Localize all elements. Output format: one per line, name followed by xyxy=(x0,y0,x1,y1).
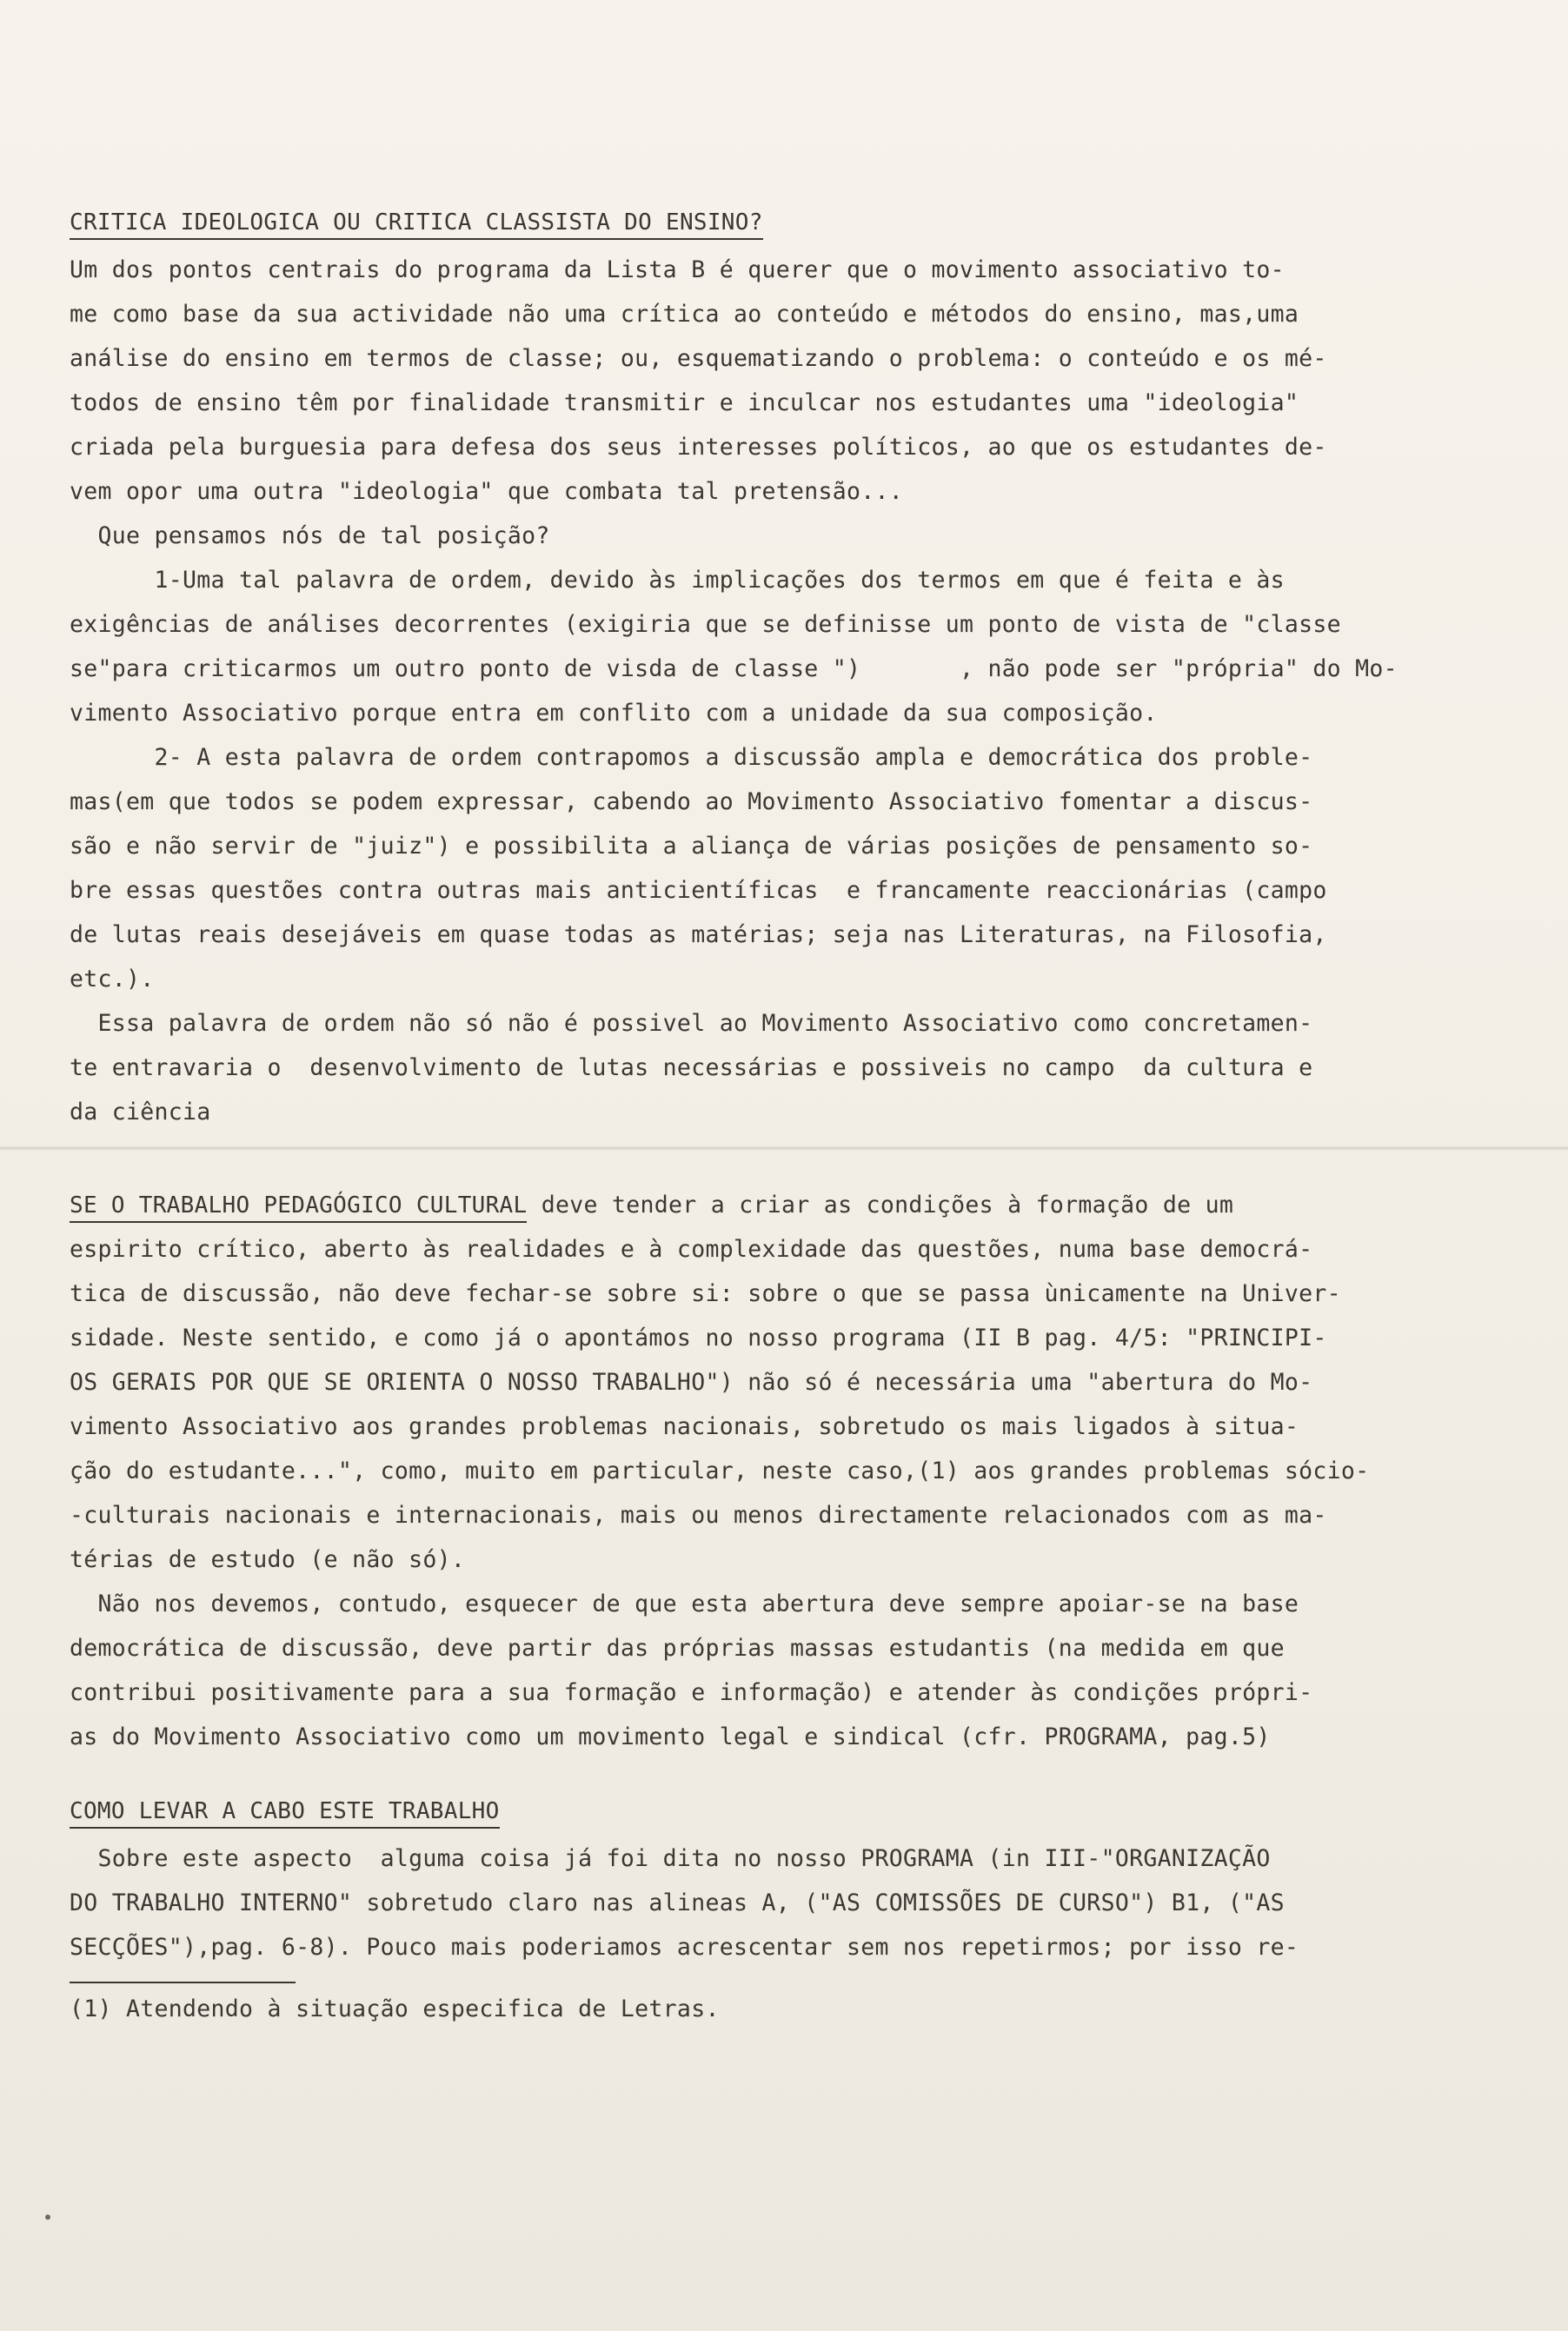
text-line: análise do ensino em termos de classe; ou, esquematizando o problema: o conteúdo e os mé- xyxy=(70,345,1327,372)
text-line: bre essas questões contra outras mais anticientíficas e francamente reaccionárias (campo xyxy=(70,877,1327,904)
text-line: mas(em que todos se podem expressar, cabendo ao Movimento Associativo fomentar a discus- xyxy=(70,788,1313,815)
text-line: térias de estudo (e não só). xyxy=(70,1546,466,1573)
text-line: criada pela burguesia para defesa dos seus interesses políticos, ao que os estudantes de- xyxy=(70,434,1327,461)
text-line: Essa palavra de ordem não só não é possivel ao Movimento Associativo como concretamen- xyxy=(70,1010,1313,1037)
spacer xyxy=(70,1759,1460,1789)
footnote-divider xyxy=(70,1982,296,1983)
text-line: sidade. Neste sentido, e como já o apontámos no nosso programa (II B pag. 4/5: "PRINCIPI- xyxy=(70,1325,1327,1351)
text-line: vimento Associativo porque entra em conflito com a unidade da sua composição. xyxy=(70,700,1158,727)
text-line: Que pensamos nós de tal posição? xyxy=(70,522,550,549)
section-pedagogical-work xyxy=(70,1183,1460,1759)
text-line: da ciência xyxy=(70,1099,211,1126)
text-line: etc.). xyxy=(70,966,155,993)
text-line: exigências de análises decorrentes (exigiria que se definisse um ponto de vista de "classe xyxy=(70,611,1341,638)
section-heading: CRITICA IDEOLOGICA OU CRITICA CLASSISTA DO ENSINO? xyxy=(70,207,763,240)
text-line: -culturais nacionais e internacionais, mais ou menos directamente relacionados com as ma- xyxy=(70,1502,1327,1529)
text-line: as do Movimento Associativo como um movimento legal e sindical (cfr. PROGRAMA, pag.5) xyxy=(70,1723,1271,1750)
heading-continuation: deve tender a criar as condições à formação de um xyxy=(527,1192,1234,1219)
text-line: de lutas reais desejáveis em quase todas as matérias; seja nas Literaturas, na Filosofia, xyxy=(70,921,1327,948)
text-line: se"para criticarmos um outro ponto de visda de classe ") , não pode ser "própria" do Mo- xyxy=(70,655,1398,682)
text-line: OS GERAIS POR QUE SE ORIENTA O NOSSO TRABALHO") não só é necessária uma "abertura do Mo- xyxy=(70,1369,1313,1396)
text-line: me como base da sua actividade não uma crítica ao conteúdo e métodos do ensino, mas,uma xyxy=(70,301,1299,328)
section-text xyxy=(70,1836,1460,1969)
text-line: vimento Associativo aos grandes problemas nacionais, sobretudo os mais ligados à situa- xyxy=(70,1413,1299,1440)
text-line: Um dos pontos centrais do programa da Lista B é querer que o movimento associativo to- xyxy=(70,256,1285,283)
section-ideological-critique xyxy=(70,200,1460,1134)
text-line: SECÇÕES"),pag. 6-8). Pouco mais poderiamos acrescentar sem nos repetirmos; por isso re- xyxy=(70,1934,1299,1961)
spacer xyxy=(70,1134,1460,1183)
text-line: espirito crítico, aberto às realidades e à complexidade das questões, numa base democrá- xyxy=(70,1236,1313,1263)
section-heading: SE O TRABALHO PEDAGÓGICO CULTURAL xyxy=(70,1190,527,1223)
text-line: são e não servir de "juiz") e possibilita a aliança de várias posições de pensamento so- xyxy=(70,833,1313,860)
paper-speck xyxy=(45,2215,50,2220)
text-line: 2- A esta palavra de ordem contrapomos a discussão ampla e democrática dos proble- xyxy=(70,744,1313,771)
section-heading-line xyxy=(70,1183,1460,1227)
text-line: Sobre este aspecto alguma coisa já foi dita no nosso PROGRAMA (in III-"ORGANIZAÇÃO xyxy=(70,1845,1271,1872)
text-line: contribui positivamente para a sua formação e informação) e atender às condições própri- xyxy=(70,1679,1313,1706)
text-line: te entravaria o desenvolvimento de lutas necessárias e possiveis no campo da cultura e xyxy=(70,1054,1313,1081)
section-how-to-carry-out xyxy=(70,1789,1460,1969)
text-line: tica de discussão, não deve fechar-se sobre si: sobre o que se passa ùnicamente na Univer- xyxy=(70,1280,1341,1307)
section-text xyxy=(70,248,1460,1134)
document-body xyxy=(70,200,1460,2031)
text-line: 1-Uma tal palavra de ordem, devido às implicações dos termos em que é feita e às xyxy=(70,567,1285,594)
text-line: ção do estudante...", como, muito em particular, neste caso,(1) aos grandes problemas sócio- xyxy=(70,1458,1370,1484)
text-line: vem opor uma outra "ideologia" que combata tal pretensão... xyxy=(70,478,904,505)
footnote: (1) Atendendo à situação especifica de Letras. xyxy=(70,1996,720,2022)
section-text xyxy=(70,1227,1460,1759)
text-line: DO TRABALHO INTERNO" sobretudo claro nas alineas A, ("AS COMISSÕES DE CURSO") B1, ("AS xyxy=(70,1889,1285,1916)
text-line: Não nos devemos, contudo, esquecer de que esta abertura deve sempre apoiar-se na base xyxy=(70,1591,1299,1617)
text-line: todos de ensino têm por finalidade transmitir e inculcar nos estudantes uma "ideologia" xyxy=(70,389,1299,416)
text-line: democrática de discussão, deve partir das próprias massas estudantis (na medida em que xyxy=(70,1635,1285,1662)
section-heading: COMO LEVAR A CABO ESTE TRABALHO xyxy=(70,1796,500,1829)
